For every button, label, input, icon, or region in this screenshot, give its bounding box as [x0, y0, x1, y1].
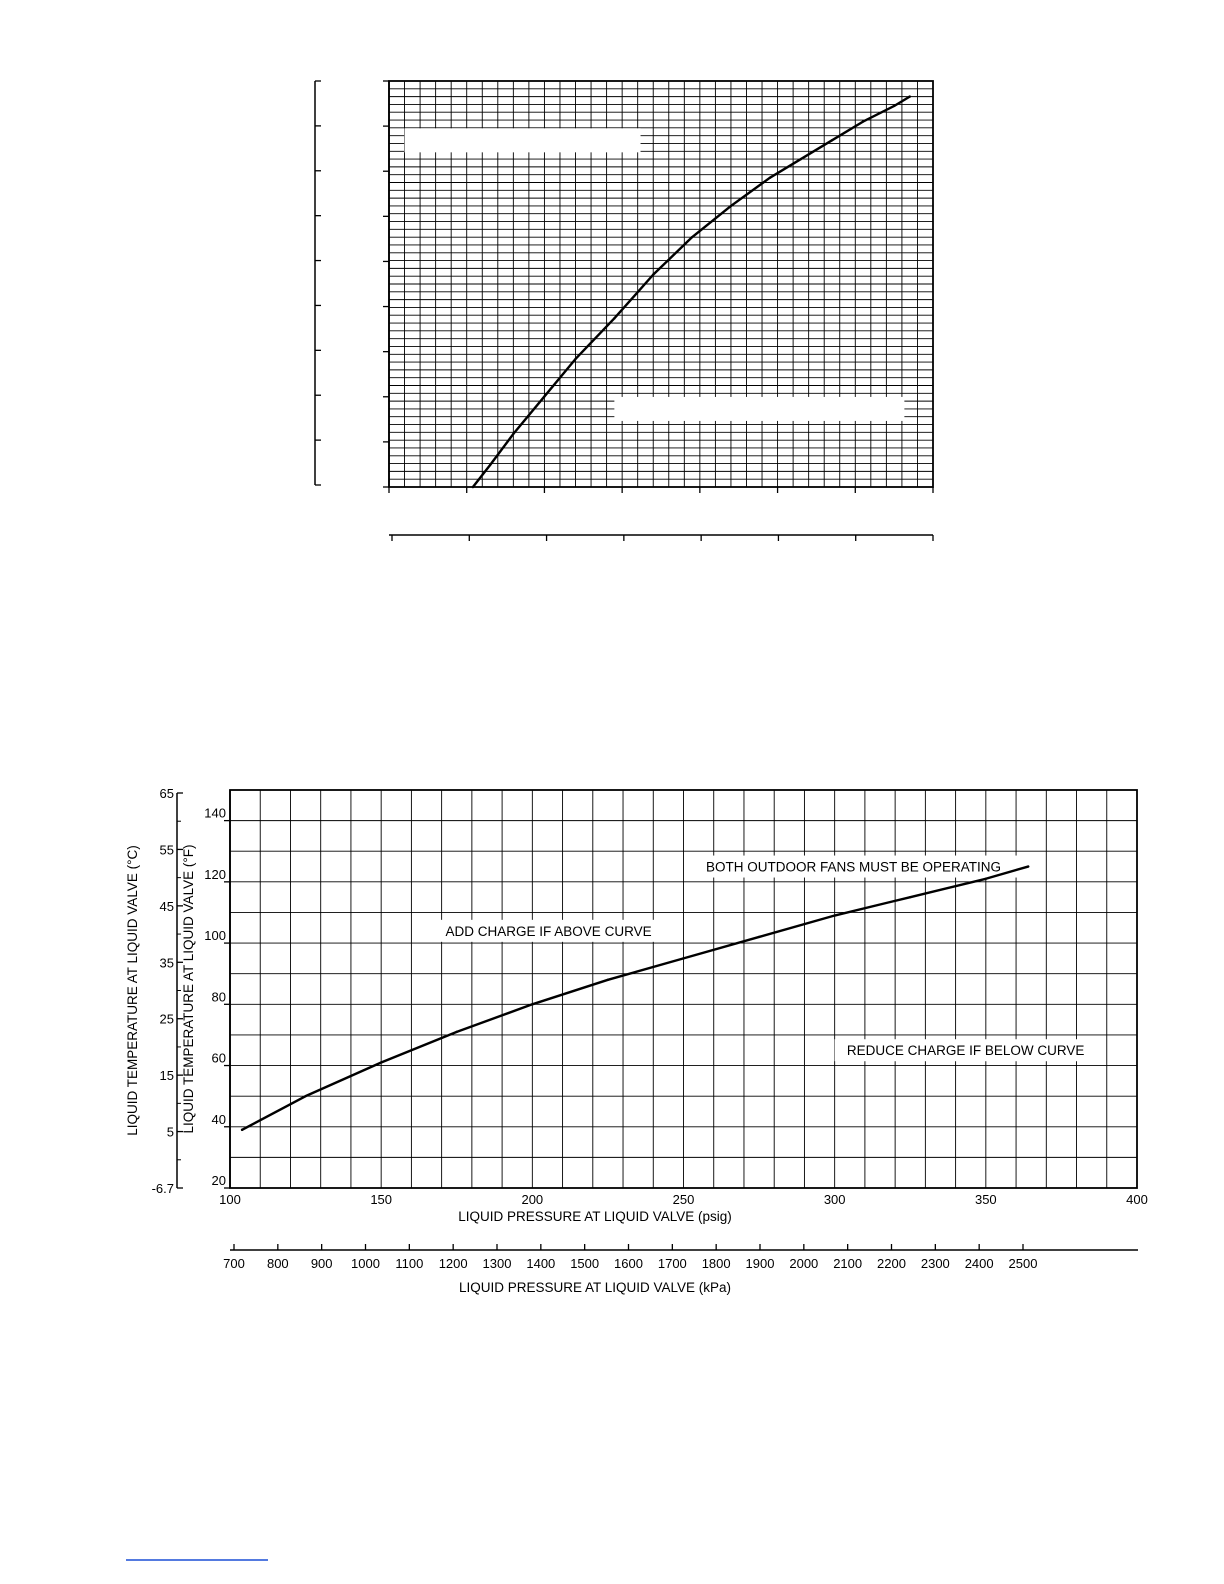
y2-tick-label: 35	[159, 955, 174, 971]
data-point	[607, 979, 609, 981]
x2-tick-label: 1600	[614, 1256, 643, 1271]
y-tick-label: 40	[211, 1111, 226, 1127]
y-tick-label: 140	[204, 805, 226, 821]
y2-axis-title: LIQUID TEMPERATURE AT LIQUID VALVE (°C)	[125, 845, 140, 1136]
x2-tick-label: 1800	[701, 1256, 731, 1271]
x2-tick-label: 2200	[877, 1256, 906, 1271]
x2-tick-label: 1400	[526, 1256, 556, 1271]
grid-lines	[230, 790, 1137, 1188]
x2-tick-label: 2100	[833, 1256, 863, 1271]
annotation-box	[614, 397, 904, 421]
y2-tick-label: 25	[159, 1011, 174, 1027]
data-point	[456, 1031, 458, 1033]
data-point	[241, 1129, 243, 1131]
x-tick-label: 400	[1126, 1192, 1148, 1207]
data-point	[800, 158, 802, 160]
data-point	[682, 957, 684, 959]
data-point	[304, 1095, 306, 1097]
data-point	[909, 896, 911, 898]
x-tick-label: 300	[823, 1192, 846, 1207]
data-point	[893, 105, 895, 107]
data-point	[831, 139, 833, 141]
data-point	[908, 95, 910, 97]
x2-tick-label: 800	[266, 1256, 289, 1271]
y2-tick-label: 55	[159, 842, 174, 858]
data-point	[543, 395, 545, 397]
x2-tick-label: 1100	[395, 1256, 424, 1271]
x2-tick-label: 2000	[789, 1256, 819, 1271]
x2-tick-label: 900	[310, 1256, 333, 1271]
data-point	[691, 236, 693, 238]
data-point	[769, 177, 771, 179]
x2-tick-label: 1900	[745, 1256, 775, 1271]
data-point	[472, 486, 474, 488]
x2-tick-label: 700	[223, 1256, 245, 1271]
annotation-box	[405, 128, 641, 152]
data-point	[512, 433, 514, 435]
data-point	[531, 1003, 533, 1005]
data-point	[380, 1061, 382, 1063]
x2-tick-label: 2500	[1008, 1256, 1038, 1271]
y2-tick-label: 5	[166, 1124, 174, 1140]
annotation-text: REDUCE CHARGE IF BELOW CURVE	[846, 1043, 1085, 1059]
x2-tick-label: 1700	[657, 1256, 687, 1271]
annotation-text: BOTH OUTDOOR FANS MUST BE OPERATING	[706, 859, 1002, 875]
series-line	[242, 867, 1028, 1130]
x2-tick-label: 1200	[438, 1256, 468, 1271]
y-tick-label: 80	[211, 989, 226, 1005]
data-point	[862, 120, 864, 122]
data-point	[833, 914, 835, 916]
x2-tick-label: 2300	[920, 1256, 950, 1271]
data-point	[574, 358, 576, 360]
y-tick-label: 100	[204, 928, 226, 944]
data-point	[613, 317, 615, 319]
annotation-text: ADD CHARGE IF ABOVE CURVE	[445, 923, 652, 939]
y-tick-label: 120	[204, 866, 226, 882]
y2-tick-label: 15	[159, 1068, 174, 1084]
y2-tick-label: 45	[159, 898, 174, 914]
y-tick-label: 20	[211, 1173, 226, 1188]
x2-axis-title: LIQUID PRESSURE AT LIQUID VALVE (kPa)	[458, 1280, 732, 1295]
x-tick-label: 250	[672, 1192, 695, 1207]
x-tick-label: 200	[521, 1192, 544, 1207]
data-point	[730, 205, 732, 207]
data-point	[1027, 865, 1029, 867]
y-axis-title: LIQUID TEMPERATURE AT LIQUID VALVE (°F)	[181, 844, 196, 1134]
x2-tick-label: 1300	[482, 1256, 512, 1271]
x2-tick-label: 1000	[351, 1256, 380, 1271]
y2-tick-label: -6.7	[151, 1181, 174, 1196]
x2-tick-label: 2400	[964, 1256, 994, 1271]
chart-bottom	[125, 786, 1148, 1295]
x2-tick-label: 1500	[570, 1256, 600, 1271]
chart-top	[315, 81, 933, 541]
x-tick-label: 100	[219, 1192, 241, 1207]
data-point	[652, 273, 654, 275]
data-point	[489, 464, 491, 466]
data-point	[985, 878, 987, 880]
x-tick-label: 350	[974, 1192, 997, 1207]
x-axis-title: LIQUID PRESSURE AT LIQUID VALVE (psig)	[458, 1209, 732, 1224]
x-tick-label: 150	[370, 1192, 393, 1207]
y2-tick-label: 65	[159, 786, 174, 801]
y-tick-label: 60	[211, 1050, 226, 1066]
data-point	[758, 936, 760, 938]
